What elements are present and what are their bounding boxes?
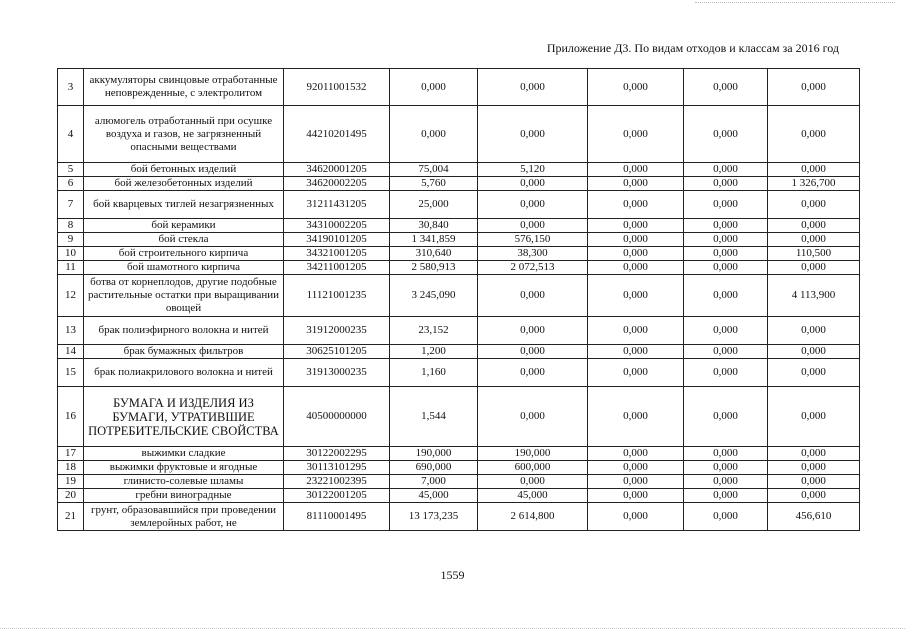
waste-name: гребни виноградные	[84, 489, 284, 503]
value-col-5: 0,000	[768, 489, 860, 503]
row-number: 18	[58, 461, 84, 475]
fkko-code: 34321001205	[284, 247, 390, 261]
value-col-2: 45,000	[478, 489, 588, 503]
waste-name: бой строительного кирпича	[84, 247, 284, 261]
value-col-1: 1,160	[390, 359, 478, 387]
waste-name: бой кварцевых тиглей незагрязненных	[84, 191, 284, 219]
value-col-3: 0,000	[588, 247, 684, 261]
waste-name: бой шамотного кирпича	[84, 261, 284, 275]
fkko-code: 34310002205	[284, 219, 390, 233]
row-number: 21	[58, 503, 84, 531]
table-row	[58, 233, 860, 247]
fkko-code: 34190101205	[284, 233, 390, 247]
value-col-1: 5,760	[390, 177, 478, 191]
value-col-2: 0,000	[478, 387, 588, 447]
waste-name: алюмогель отработанный при осушке воздуха и газов, не загрязненный опасными веществами	[84, 106, 284, 163]
fkko-code: 34620001205	[284, 163, 390, 177]
waste-name: ботва от корнеплодов, другие подобные растительные остатки при выращивании овощей	[84, 275, 284, 317]
value-col-5: 4 113,900	[768, 275, 860, 317]
fkko-code: 81110001495	[284, 503, 390, 531]
waste-table	[57, 68, 860, 531]
value-col-3: 0,000	[588, 219, 684, 233]
value-col-4: 0,000	[684, 461, 768, 475]
value-col-1: 30,840	[390, 219, 478, 233]
table-row	[58, 387, 860, 447]
waste-name: выжимки фруктовые и ягодные	[84, 461, 284, 475]
table-row	[58, 275, 860, 317]
value-col-4: 0,000	[684, 69, 768, 106]
value-col-4: 0,000	[684, 489, 768, 503]
row-number: 6	[58, 177, 84, 191]
row-number: 3	[58, 69, 84, 106]
value-col-4: 0,000	[684, 387, 768, 447]
value-col-5: 0,000	[768, 191, 860, 219]
value-col-4: 0,000	[684, 317, 768, 345]
fkko-code: 34620002205	[284, 177, 390, 191]
value-col-5: 0,000	[768, 106, 860, 163]
table-row	[58, 219, 860, 233]
table-row	[58, 359, 860, 387]
fkko-code: 30122002295	[284, 447, 390, 461]
table-row	[58, 489, 860, 503]
table-row	[58, 475, 860, 489]
table-row	[58, 106, 860, 163]
value-col-2: 600,000	[478, 461, 588, 475]
value-col-1: 45,000	[390, 489, 478, 503]
value-col-5: 0,000	[768, 219, 860, 233]
value-col-3: 0,000	[588, 359, 684, 387]
waste-name: аккумуляторы свинцовые отработанные неповрежденные, с электролитом	[84, 69, 284, 106]
fkko-code: 23221002395	[284, 475, 390, 489]
waste-name: бой керамики	[84, 219, 284, 233]
value-col-4: 0,000	[684, 106, 768, 163]
waste-name: БУМАГА И ИЗДЕЛИЯ ИЗ БУМАГИ, УТРАТИВШИЕ ПОТРЕБИТЕЛЬСКИЕ СВОЙСТВА	[84, 387, 284, 447]
value-col-4: 0,000	[684, 219, 768, 233]
value-col-4: 0,000	[684, 191, 768, 219]
value-col-4: 0,000	[684, 447, 768, 461]
value-col-4: 0,000	[684, 163, 768, 177]
table-row	[58, 317, 860, 345]
value-col-4: 0,000	[684, 503, 768, 531]
value-col-2: 0,000	[478, 191, 588, 219]
value-col-3: 0,000	[588, 475, 684, 489]
row-number: 4	[58, 106, 84, 163]
value-col-4: 0,000	[684, 247, 768, 261]
value-col-2: 190,000	[478, 447, 588, 461]
table-row	[58, 177, 860, 191]
value-col-1: 1,200	[390, 345, 478, 359]
page-title: Приложение Д3. По видам отходов и классам за 2016 год	[546, 41, 839, 55]
value-col-2: 38,300	[478, 247, 588, 261]
value-col-5: 0,000	[768, 345, 860, 359]
row-number: 8	[58, 219, 84, 233]
value-col-4: 0,000	[684, 233, 768, 247]
value-col-5: 456,610	[768, 503, 860, 531]
table-row	[58, 447, 860, 461]
value-col-3: 0,000	[588, 69, 684, 106]
value-col-5: 0,000	[768, 359, 860, 387]
value-col-3: 0,000	[588, 275, 684, 317]
value-col-2: 0,000	[478, 177, 588, 191]
table-row	[58, 261, 860, 275]
table-row	[58, 163, 860, 177]
fkko-code: 40500000000	[284, 387, 390, 447]
fkko-code: 34211001205	[284, 261, 390, 275]
value-col-1: 25,000	[390, 191, 478, 219]
value-col-1: 13 173,235	[390, 503, 478, 531]
fkko-code: 30122001205	[284, 489, 390, 503]
value-col-1: 1,544	[390, 387, 478, 447]
value-col-4: 0,000	[684, 275, 768, 317]
value-col-5: 0,000	[768, 233, 860, 247]
value-col-1: 23,152	[390, 317, 478, 345]
value-col-1: 7,000	[390, 475, 478, 489]
value-col-5: 0,000	[768, 69, 860, 106]
value-col-1: 0,000	[390, 69, 478, 106]
value-col-3: 0,000	[588, 503, 684, 531]
value-col-3: 0,000	[588, 261, 684, 275]
value-col-3: 0,000	[588, 317, 684, 345]
row-number: 13	[58, 317, 84, 345]
value-col-1: 75,004	[390, 163, 478, 177]
value-col-1: 3 245,090	[390, 275, 478, 317]
row-number: 15	[58, 359, 84, 387]
waste-name: выжимки сладкие	[84, 447, 284, 461]
value-col-1: 2 580,913	[390, 261, 478, 275]
table-row	[58, 69, 860, 106]
value-col-3: 0,000	[588, 233, 684, 247]
fkko-code: 30113101295	[284, 461, 390, 475]
value-col-3: 0,000	[588, 489, 684, 503]
table-row	[58, 461, 860, 475]
value-col-2: 0,000	[478, 69, 588, 106]
table-row	[58, 503, 860, 531]
value-col-4: 0,000	[684, 359, 768, 387]
row-number: 9	[58, 233, 84, 247]
fkko-code: 30625101205	[284, 345, 390, 359]
value-col-4: 0,000	[684, 177, 768, 191]
scan-artifact	[0, 628, 905, 631]
value-col-2: 0,000	[478, 275, 588, 317]
table-row	[58, 247, 860, 261]
table-row	[58, 191, 860, 219]
row-number: 12	[58, 275, 84, 317]
row-number: 10	[58, 247, 84, 261]
table-row	[58, 345, 860, 359]
row-number: 7	[58, 191, 84, 219]
value-col-3: 0,000	[588, 191, 684, 219]
value-col-3: 0,000	[588, 345, 684, 359]
value-col-2: 0,000	[478, 345, 588, 359]
value-col-5: 0,000	[768, 475, 860, 489]
value-col-5: 1 326,700	[768, 177, 860, 191]
value-col-2: 0,000	[478, 317, 588, 345]
value-col-5: 0,000	[768, 447, 860, 461]
fkko-code: 31913000235	[284, 359, 390, 387]
waste-name: брак бумажных фильтров	[84, 345, 284, 359]
value-col-1: 690,000	[390, 461, 478, 475]
value-col-2: 576,150	[478, 233, 588, 247]
scan-artifact	[695, 2, 895, 5]
waste-name: грунт, образовавшийся при проведении землеройных работ, не	[84, 503, 284, 531]
value-col-3: 0,000	[588, 163, 684, 177]
value-col-3: 0,000	[588, 387, 684, 447]
value-col-4: 0,000	[684, 261, 768, 275]
waste-name: бой стекла	[84, 233, 284, 247]
value-col-5: 0,000	[768, 163, 860, 177]
value-col-4: 0,000	[684, 475, 768, 489]
row-number: 16	[58, 387, 84, 447]
value-col-1: 1 341,859	[390, 233, 478, 247]
value-col-1: 0,000	[390, 106, 478, 163]
value-col-3: 0,000	[588, 177, 684, 191]
value-col-2: 2 072,513	[478, 261, 588, 275]
value-col-1: 190,000	[390, 447, 478, 461]
value-col-5: 0,000	[768, 261, 860, 275]
row-number: 17	[58, 447, 84, 461]
fkko-code: 92011001532	[284, 69, 390, 106]
waste-name: брак полиакрилового волокна и нитей	[84, 359, 284, 387]
value-col-2: 0,000	[478, 106, 588, 163]
value-col-5: 0,000	[768, 461, 860, 475]
waste-name: бой бетонных изделий	[84, 163, 284, 177]
value-col-3: 0,000	[588, 461, 684, 475]
waste-name: глинисто-солевые шламы	[84, 475, 284, 489]
value-col-2: 0,000	[478, 359, 588, 387]
row-number: 19	[58, 475, 84, 489]
row-number: 5	[58, 163, 84, 177]
row-number: 14	[58, 345, 84, 359]
value-col-5: 110,500	[768, 247, 860, 261]
row-number: 11	[58, 261, 84, 275]
value-col-1: 310,640	[390, 247, 478, 261]
waste-name: бой железобетонных изделий	[84, 177, 284, 191]
fkko-code: 31211431205	[284, 191, 390, 219]
fkko-code: 31912000235	[284, 317, 390, 345]
value-col-5: 0,000	[768, 387, 860, 447]
fkko-code: 11121001235	[284, 275, 390, 317]
value-col-2: 0,000	[478, 475, 588, 489]
value-col-3: 0,000	[588, 447, 684, 461]
waste-name: брак полиэфирного волокна и нитей	[84, 317, 284, 345]
value-col-3: 0,000	[588, 106, 684, 163]
page-number: 1559	[440, 568, 465, 582]
value-col-2: 5,120	[478, 163, 588, 177]
value-col-5: 0,000	[768, 317, 860, 345]
row-number: 20	[58, 489, 84, 503]
value-col-2: 2 614,800	[478, 503, 588, 531]
value-col-4: 0,000	[684, 345, 768, 359]
value-col-2: 0,000	[478, 219, 588, 233]
fkko-code: 44210201495	[284, 106, 390, 163]
